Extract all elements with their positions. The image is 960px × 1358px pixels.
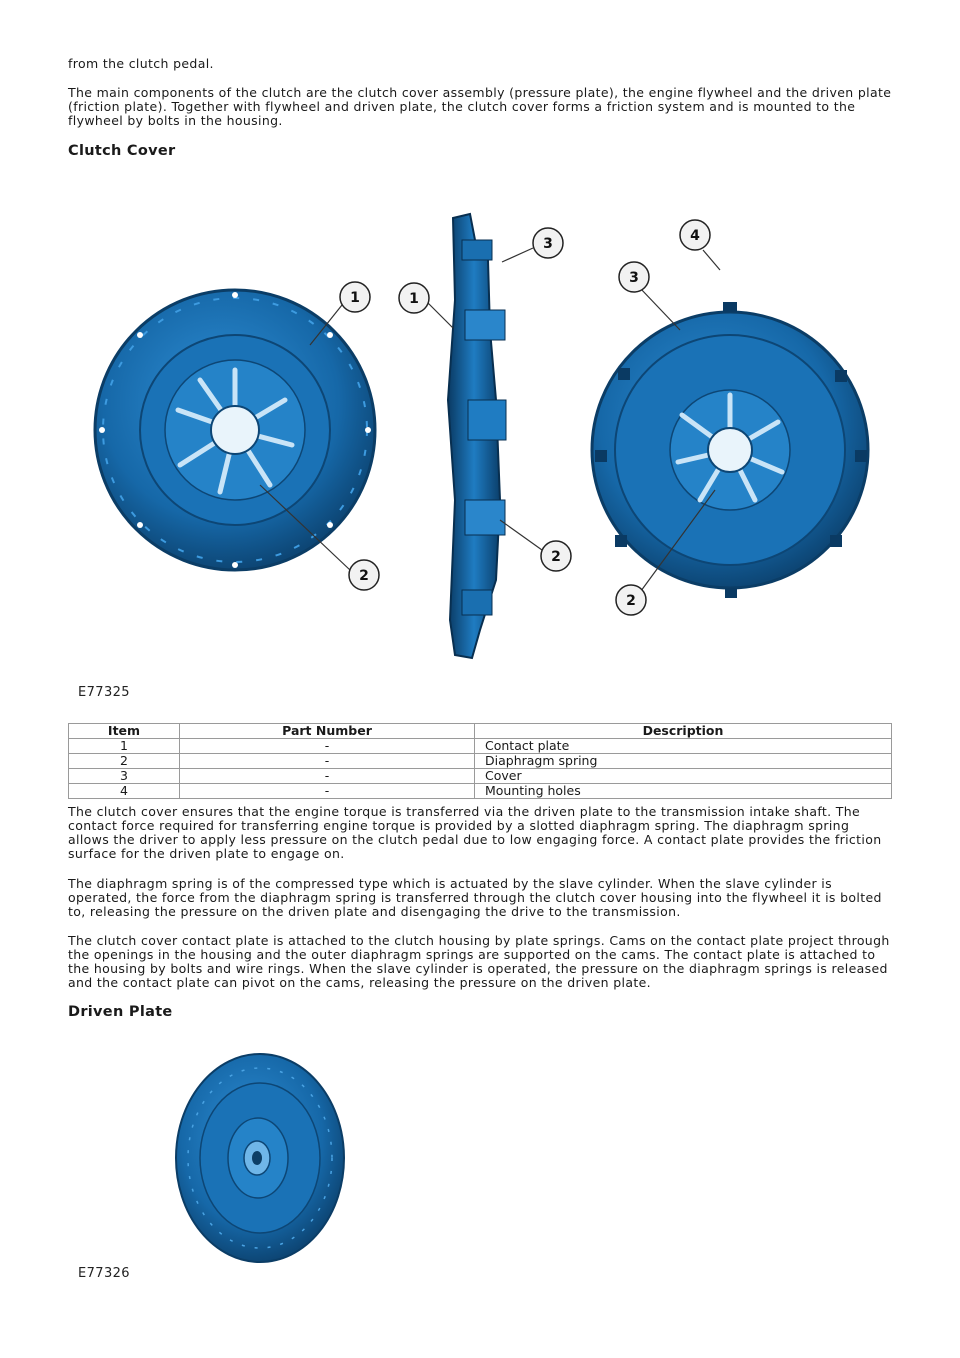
svg-text:2: 2	[626, 593, 636, 609]
table-row	[69, 784, 892, 799]
svg-text:2: 2	[359, 568, 369, 584]
intro-paragraph: The main components of the clutch are the clutch cover assembly (pressure plate), the engine flywheel and the driven plate (friction plate). Together with flywheel and driven plate, the clutch cover forms a friction system and is mounted to the flywheel by bolts in the housing.	[68, 85, 892, 128]
figure-id-e77325: E77325	[78, 685, 130, 700]
callout-mid-1	[399, 283, 429, 313]
svg-text:3: 3	[543, 236, 553, 252]
svg-text:4: 4	[690, 228, 700, 244]
row-part-number: -	[180, 784, 475, 799]
row-part-number: -	[180, 754, 475, 769]
cover-front-view	[95, 290, 375, 570]
svg-text:1: 1	[350, 290, 360, 306]
callout-right-2	[616, 585, 646, 615]
driven-plate-heading: Driven Plate	[68, 1004, 173, 1020]
callout-mid-2	[541, 541, 571, 571]
row-description: Contact plate	[475, 739, 892, 754]
table-row	[69, 739, 892, 754]
body-paragraph-1: The clutch cover ensures that the engine torque is transferred via the driven plate to the transmission intake shaft. The contact force required for transferring engine torque is provided by a slotted diaphragm spring. The diaphragm spring allows the driver to apply less pressure on the clutch pedal due to low engaging force. A contact plate provides the friction surface for the driven plate to engage on.	[68, 804, 882, 861]
row-item: 1	[69, 739, 180, 754]
row-item: 3	[69, 769, 180, 784]
col-part-number: Part Number	[180, 724, 475, 739]
table-row	[69, 769, 892, 784]
callout-left-1	[340, 282, 370, 312]
row-part-number: -	[180, 739, 475, 754]
col-item: Item	[69, 724, 180, 739]
svg-text:2: 2	[551, 549, 561, 565]
parts-table-header	[69, 724, 892, 739]
callout-mid-3	[533, 228, 563, 258]
callout-left-2	[349, 560, 379, 590]
driven-plate-figure	[170, 1050, 350, 1272]
row-part-number: -	[180, 769, 475, 784]
clutch-cover-heading: Clutch Cover	[68, 143, 176, 159]
svg-text:3: 3	[629, 270, 639, 286]
row-description: Mounting holes	[475, 784, 892, 799]
cover-side-view	[448, 214, 506, 658]
figure-id-e77326: E77326	[78, 1266, 130, 1281]
body-paragraph-2: The diaphragm spring is of the compressed type which is actuated by the slave cylinder. When the slave cylinder is operated, the force from the diaphragm spring is transferred through the clutch cover housing into the flywheel it is bolted to, releasing the pressure on the driven plate and disengaging the drive to the transmission.	[68, 876, 882, 919]
row-item: 2	[69, 754, 180, 769]
row-item: 4	[69, 784, 180, 799]
callout-right-3	[619, 262, 649, 292]
callout-right-4	[680, 220, 710, 250]
col-description: Description	[475, 724, 892, 739]
table-row	[69, 754, 892, 769]
clutch-cover-figure	[70, 200, 890, 675]
cover-rear-view	[592, 302, 868, 598]
parts-table	[68, 723, 892, 799]
row-description: Cover	[475, 769, 892, 784]
intro-line: from the clutch pedal.	[68, 56, 214, 71]
body-paragraph-3: The clutch cover contact plate is attached to the clutch housing by plate springs. Cams on the contact plate project through the openings in the housing and the outer diaphragm springs are supported on the cams. The contact plate is attached to the housing by bolts and wire rings. When the slave cylinder is operated, the pressure on the diaphragm springs is released and the contact plate can pivot on the cams, releasing the pressure on the driven plate.	[68, 933, 890, 990]
row-description: Diaphragm spring	[475, 754, 892, 769]
svg-text:1: 1	[409, 291, 419, 307]
